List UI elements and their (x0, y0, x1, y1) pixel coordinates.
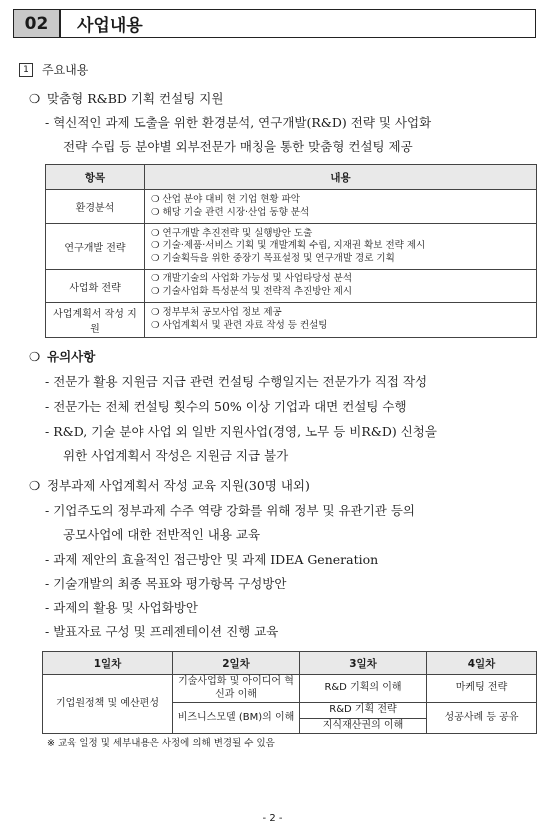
table-row (46, 270, 537, 303)
day3-cell: R&D 기획의 이해 (300, 675, 427, 703)
item3-title-line (29, 476, 310, 494)
row-item: 연구개발 전략 (46, 224, 145, 270)
content-line: ❍ 개발기술의 사업화 가능성 및 사업타당성 분석 (151, 273, 352, 285)
row-content (145, 190, 537, 224)
col-header-item: 항목 (46, 165, 145, 190)
page-number: - 2 - (262, 813, 283, 824)
day2-cell: 기술사업화 및 아이디어 혁신과 이해 (173, 675, 300, 703)
content-line: ❍ 연구개발 추진전략 및 실행방안 도출 (151, 227, 313, 239)
row-item: 사업계획서 작성 지원 (46, 303, 145, 338)
day4-cell: 마케팅 전략 (427, 675, 537, 703)
col-header-day3: 3일차 (300, 652, 427, 675)
section-title: 사업내용 (77, 16, 143, 36)
circle-bullet-icon: ❍ (29, 349, 41, 364)
table-row (46, 190, 537, 224)
content-line: ❍ 사업계획서 및 관련 자료 작성 등 컨설팅 (151, 320, 328, 331)
notes-line: 위한 사업계획서 작성은 지원금 지급 불가 (63, 448, 289, 463)
item1-title-line (29, 89, 223, 107)
table-row (43, 675, 537, 703)
section-header (13, 9, 536, 38)
content-line: ❍ 해당 기술 관련 시장·산업 동향 분석 (151, 206, 310, 218)
table-row (46, 303, 537, 338)
footnote: ※ 교육 일정 및 세부내용은 사정에 의해 변경될 수 있음 (47, 738, 275, 749)
item3-line: - 기술개발의 최종 목표와 평가항목 구성방안 (45, 576, 287, 591)
item3-line: - 기업주도의 정부과제 수주 역량 강화를 위해 정부 및 유관기관 등의 (45, 503, 415, 518)
subsection-title: 주요내용 (42, 63, 89, 77)
item1-desc-1: - 혁신적인 과제 도출을 위한 환경분석, 연구개발(R&D) 전략 및 사업화 (45, 115, 432, 130)
circle-bullet-icon: ❍ (29, 478, 41, 493)
item3-title: 정부과제 사업계획서 작성 교육 지원(30명 내외) (47, 478, 310, 493)
row-content (145, 303, 537, 338)
day1-cell: 기업원정책 및 예산편성 (43, 675, 173, 734)
content-line: ❍ 기술획득을 위한 중장기 목표설정 및 연구개발 경로 기획 (151, 252, 395, 264)
notes-title: 유의사항 (47, 349, 96, 364)
notes-line: - 전문가는 전체 컨설팅 횟수의 50% 이상 기업과 대면 컨설팅 수행 (45, 399, 407, 414)
item3-line: - 과제 제안의 효율적인 접근방안 및 과제 IDEA Generation (45, 552, 379, 567)
subsection-index: 1 (19, 63, 33, 77)
item3-line: - 발표자료 구성 및 프레젠테이션 진행 교육 (45, 624, 279, 639)
content-line: ❍ 정부부처 공모사업 정보 제공 (151, 307, 282, 319)
day4-cell: 성공사례 등 공유 (427, 703, 537, 734)
content-line: ❍ 기술사업화 특성분석 및 전략적 추진방안 제시 (151, 286, 352, 297)
col-header-content: 내용 (145, 165, 537, 190)
col-header-day4: 4일차 (427, 652, 537, 675)
subsection-heading (19, 61, 88, 78)
notes-line: - 전문가 활용 지원금 지급 관련 컨설팅 수행일지는 전문가가 직접 작성 (45, 374, 428, 389)
row-item: 사업화 전략 (46, 270, 145, 303)
row-content (145, 270, 537, 303)
section-number: 02 (14, 10, 61, 37)
row-content (145, 224, 537, 270)
content-line: ❍ 기술·제품·서비스 기획 및 개발계획 수립, 지재권 확보 전략 제시 (151, 240, 426, 252)
notes-title-line (29, 347, 95, 365)
consulting-table (45, 164, 537, 338)
item1-title: 맞춤형 R&BD 기획 컨설팅 지원 (47, 91, 224, 106)
col-header-day2: 2일차 (173, 652, 300, 675)
row-item: 환경분석 (46, 190, 145, 224)
item3-line: - 과제의 활용 및 사업화방안 (45, 600, 198, 615)
col-header-day1: 1일차 (43, 652, 173, 675)
table-row (46, 224, 537, 270)
day2-cell: 비즈니스모델 (BM)의 이해 (173, 703, 300, 734)
content-line: ❍ 산업 분야 대비 현 기업 현황 파악 (151, 193, 300, 205)
day3-cell: 지식재산권의 이해 (300, 718, 427, 734)
circle-bullet-icon: ❍ (29, 91, 41, 106)
day3-cell: R&D 기획 전략 (300, 703, 427, 719)
schedule-table (42, 651, 537, 734)
item3-line: 공모사업에 대한 전반적인 내용 교육 (63, 527, 261, 542)
item1-desc-2: 전략 수립 등 분야별 외부전문가 매칭을 통한 맞춤형 컨설팅 제공 (63, 139, 413, 154)
notes-line: - R&D, 기술 분야 사업 외 일반 지원사업(경영, 노무 등 비R&D) 신청을 (45, 424, 437, 439)
